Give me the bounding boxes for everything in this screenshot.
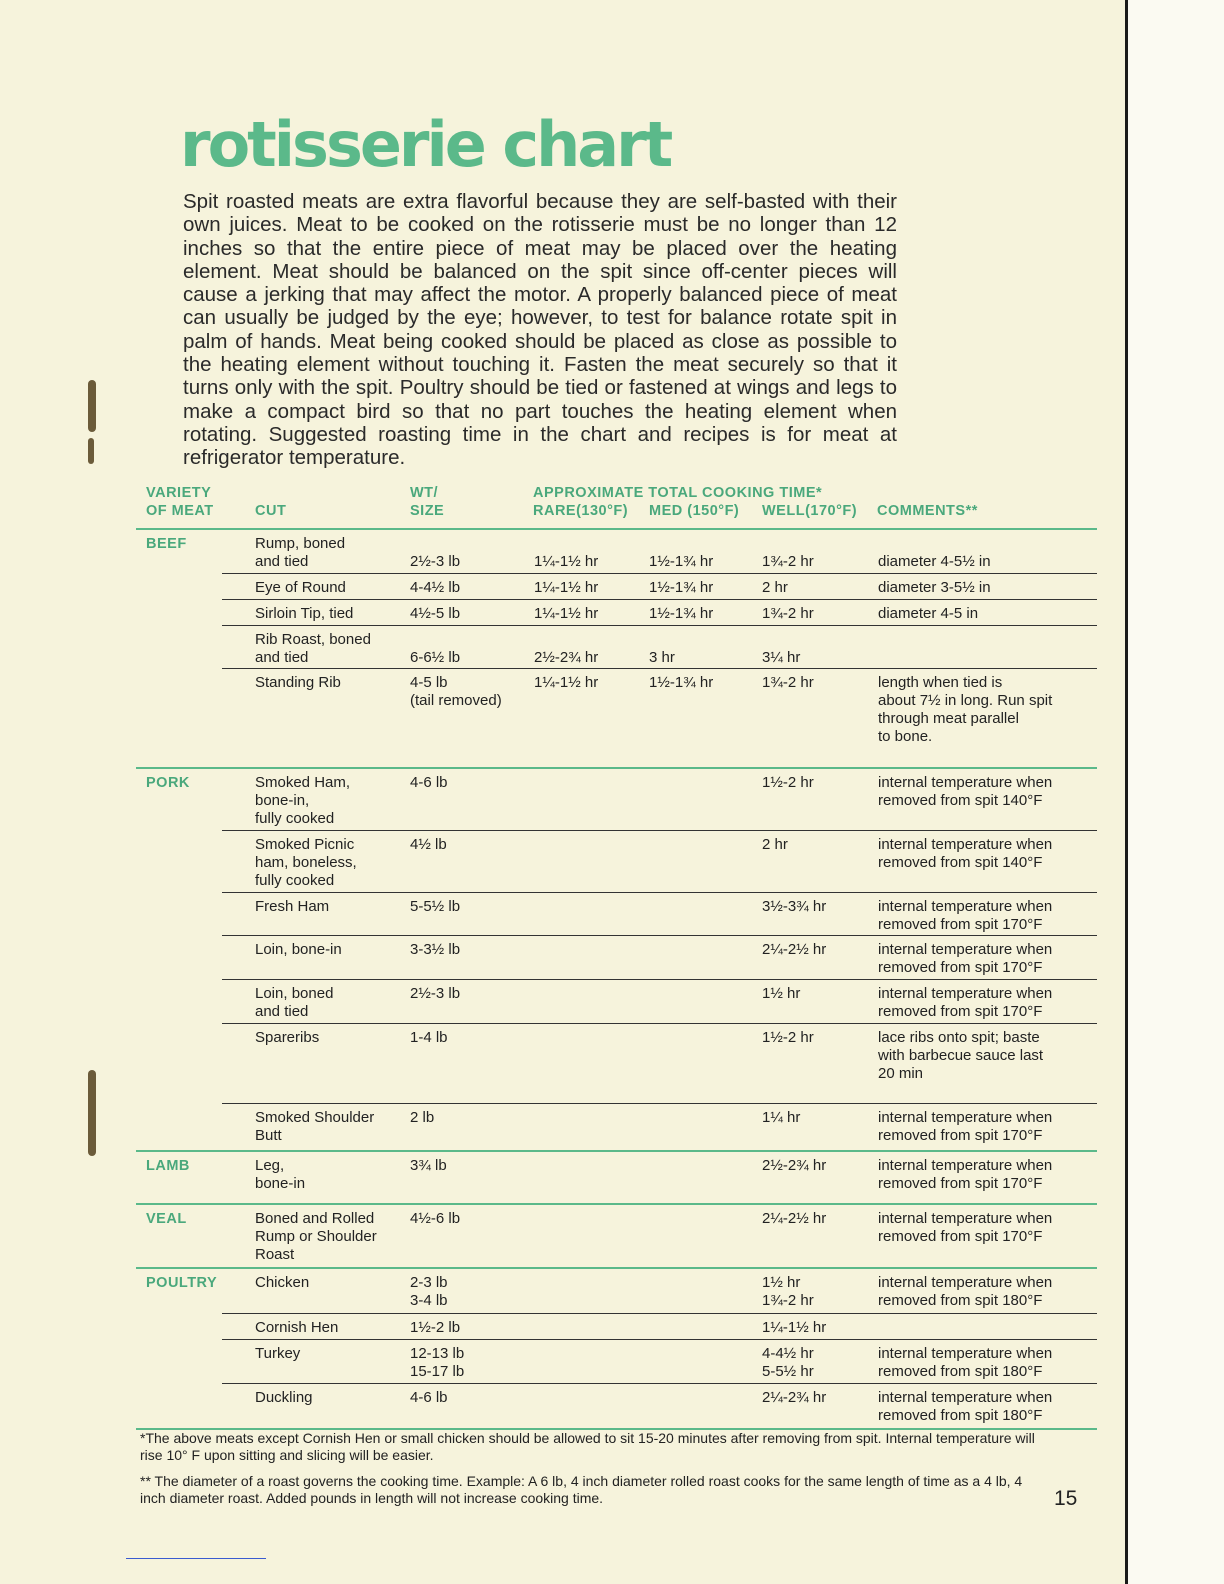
cell-well: 3¼ hr bbox=[762, 649, 801, 666]
cell-cut: Fresh Ham bbox=[255, 898, 330, 915]
table-row bbox=[222, 1314, 1097, 1340]
table-row bbox=[222, 831, 1097, 893]
header-variety: VARIETY OF MEAT bbox=[146, 485, 214, 519]
cell-size: 3-3½ lb bbox=[410, 941, 461, 958]
header-comments: COMMENTS** bbox=[877, 503, 978, 519]
binding-mark bbox=[88, 1070, 96, 1156]
cell-well: 2½-2¾ hr bbox=[762, 1157, 827, 1174]
group-name: PORK bbox=[146, 775, 190, 791]
header-med: MED (150°F) bbox=[649, 503, 740, 519]
cell-cut: Loin, bone-in bbox=[255, 941, 342, 958]
table-row bbox=[222, 669, 1097, 767]
cell-size: 12-13 lb 15-17 lb bbox=[410, 1345, 465, 1380]
cell-med: 3 hr bbox=[649, 649, 675, 666]
group-pork bbox=[136, 769, 1097, 1152]
cell-comments: diameter 3-5½ in bbox=[878, 579, 991, 596]
cell-well: 2¼-2½ hr bbox=[762, 1210, 827, 1227]
cell-rare: 2½-2¾ hr bbox=[534, 649, 599, 666]
cell-comments: lace ribs onto spit; baste with barbecue sauce last 20 min bbox=[878, 1029, 1044, 1082]
cell-cut: Eye of Round bbox=[255, 579, 346, 596]
cell-size: 1½-2 lb bbox=[410, 1319, 461, 1336]
cell-cut: Boned and Rolled Rump or Shoulder Roast bbox=[255, 1210, 377, 1263]
table-row bbox=[222, 936, 1097, 980]
cell-size: 4-4½ lb bbox=[410, 579, 461, 596]
cell-size: 2 lb bbox=[410, 1109, 435, 1126]
footnote-2: ** The diameter of a roast governs the cooking time. Example: A 6 lb, 4 inch diameter rolled roast cooks for the same length of time as a 4 lb, 4 inch diameter roast. Added pounds in length will not increase cooking time. bbox=[140, 1473, 1023, 1506]
cell-comments: internal temperature when removed from spit 170°F bbox=[878, 1210, 1053, 1245]
group-name: BEEF bbox=[146, 536, 187, 552]
cell-well: 2¼-2¾ hr bbox=[762, 1389, 827, 1406]
cell-comments: internal temperature when removed from spit 170°F bbox=[878, 941, 1053, 976]
cell-well: 3½-3¾ hr bbox=[762, 898, 827, 915]
cell-comments: internal temperature when removed from spit 140°F bbox=[878, 774, 1053, 809]
cell-cut: Smoked Shoulder Butt bbox=[255, 1109, 375, 1144]
cell-cut: Sirloin Tip, tied bbox=[255, 605, 354, 622]
header-rare: RARE(130°F) bbox=[533, 503, 629, 519]
cell-size: 3¾ lb bbox=[410, 1157, 447, 1174]
cell-size: 4½-5 lb bbox=[410, 605, 461, 622]
cell-rare: 1¼-1½ hr bbox=[534, 605, 599, 622]
table-row bbox=[222, 1384, 1097, 1428]
cell-cut: Duckling bbox=[255, 1389, 313, 1406]
divider bbox=[126, 1558, 266, 1559]
group-name: POULTRY bbox=[146, 1275, 218, 1291]
cell-rare: 1¼-1½ hr bbox=[534, 674, 599, 691]
cell-cut: Loin, boned and tied bbox=[255, 985, 334, 1020]
table-header bbox=[136, 482, 1097, 530]
cell-comments: internal temperature when removed from spit 180°F bbox=[878, 1345, 1053, 1380]
cell-well: 2 hr bbox=[762, 836, 788, 853]
cell-comments: internal temperature when removed from spit 140°F bbox=[878, 836, 1053, 871]
group-name: LAMB bbox=[146, 1158, 190, 1174]
cell-size: 4-6 lb bbox=[410, 1389, 448, 1406]
footnote-1: *The above meats except Cornish Hen or small chicken should be allowed to sit 15-20 minutes after removing from spit. Internal temperature will rise 10° F upon sitting and slicing will be easier. bbox=[140, 1430, 1035, 1463]
footnotes bbox=[140, 1430, 1040, 1516]
cell-comments: internal temperature when removed from spit 170°F bbox=[878, 898, 1053, 933]
cell-cut: Leg, bone-in bbox=[255, 1157, 306, 1192]
cell-cut: Rib Roast, boned and tied bbox=[255, 631, 371, 666]
cell-comments: internal temperature when removed from spit 180°F bbox=[878, 1274, 1053, 1309]
cell-comments: diameter 4-5½ in bbox=[878, 553, 991, 570]
facing-page-edge bbox=[1128, 0, 1224, 1584]
table-row bbox=[222, 626, 1097, 669]
table-row bbox=[222, 769, 1097, 831]
group-beef bbox=[136, 530, 1097, 769]
table-row bbox=[222, 1104, 1097, 1150]
cell-cut: Spareribs bbox=[255, 1029, 320, 1046]
cell-cut: Smoked Ham, bone-in, fully cooked bbox=[255, 774, 351, 827]
cell-cut: Chicken bbox=[255, 1274, 310, 1291]
cell-size: 2-3 lb 3-4 lb bbox=[410, 1274, 448, 1309]
table-row bbox=[222, 600, 1097, 626]
cell-comments: internal temperature when removed from spit 180°F bbox=[878, 1389, 1053, 1424]
cell-size: 2½-3 lb bbox=[410, 985, 461, 1002]
cell-cut: Turkey bbox=[255, 1345, 301, 1362]
intro-paragraph: Spit roasted meats are extra flavorful because they are self-basted with their own juices. Meat to be cooked on the rotisserie must be no longer than 12 inches so that the entire piece of meat may be placed over the heating element. Meat should be balanced on the spit since off-center pieces will cause a jerking that may affect the motor. A properly balanced piece of meat can usually be judged by the eye; however, to test for balance rotate spit in palm of hands. Meat being cooked should be placed as close as possible to the heating element without touching it. Fasten the meat securely so that it turns only with the spit. Poultry should be tied or fastened at wings and legs to make a compact bird so that no part touches the heating element when rotating. Suggested roasting time in the chart and recipes is for meat at refrigerator temperature. bbox=[183, 190, 897, 470]
cell-well: 1¼ hr bbox=[762, 1109, 801, 1126]
cell-size: 2½-3 lb bbox=[410, 553, 461, 570]
page-number: 15 bbox=[1054, 1487, 1078, 1510]
page-border bbox=[1125, 0, 1128, 1584]
cell-well: 1¾-2 hr bbox=[762, 605, 814, 622]
cell-well: 1¼-1½ hr bbox=[762, 1319, 827, 1336]
group-veal bbox=[136, 1205, 1097, 1269]
rotisserie-table bbox=[136, 482, 1097, 1430]
cell-med: 1½-1¾ hr bbox=[649, 605, 714, 622]
cell-well: 2¼-2½ hr bbox=[762, 941, 827, 958]
cell-cut: Cornish Hen bbox=[255, 1319, 339, 1336]
table-row bbox=[222, 574, 1097, 600]
cell-well: 1½-2 hr bbox=[762, 1029, 814, 1046]
header-time: APPROXIMATE TOTAL COOKING TIME* bbox=[533, 485, 823, 501]
table-row bbox=[222, 1152, 1097, 1203]
table-row bbox=[222, 893, 1097, 936]
cell-size: 4-6 lb bbox=[410, 774, 448, 791]
cell-med: 1½-1¾ hr bbox=[649, 553, 714, 570]
cell-med: 1½-1¾ hr bbox=[649, 579, 714, 596]
table-row bbox=[222, 530, 1097, 574]
table-row bbox=[222, 980, 1097, 1024]
cell-well: 2 hr bbox=[762, 579, 788, 596]
table-body bbox=[136, 530, 1097, 1430]
cell-med: 1½-1¾ hr bbox=[649, 674, 714, 691]
cell-well: 1½ hr bbox=[762, 985, 801, 1002]
cell-well: 1¾-2 hr bbox=[762, 674, 814, 691]
group-name: VEAL bbox=[146, 1211, 187, 1227]
cell-well: 4-4½ hr 5-5½ hr bbox=[762, 1345, 814, 1380]
cell-rare: 1¼-1½ hr bbox=[534, 579, 599, 596]
cell-well: 1½-2 hr bbox=[762, 774, 814, 791]
cell-size: 5-5½ lb bbox=[410, 898, 461, 915]
cell-size: 4½ lb bbox=[410, 836, 447, 853]
table-row bbox=[222, 1024, 1097, 1104]
header-size: WT/ SIZE bbox=[410, 485, 445, 519]
cell-comments: internal temperature when removed from spit 170°F bbox=[878, 1109, 1053, 1144]
page-title: rotisserie chart bbox=[180, 108, 671, 181]
header-cut: CUT bbox=[255, 503, 287, 519]
cell-cut: Rump, boned and tied bbox=[255, 535, 346, 570]
cell-size: 4½-6 lb bbox=[410, 1210, 461, 1227]
header-well: WELL(170°F) bbox=[762, 503, 858, 519]
table-row bbox=[222, 1340, 1097, 1384]
binding-mark bbox=[88, 438, 94, 464]
group-lamb bbox=[136, 1152, 1097, 1205]
cell-comments: diameter 4-5 in bbox=[878, 605, 979, 622]
cell-rare: 1¼-1½ hr bbox=[534, 553, 599, 570]
cell-size: 6-6½ lb bbox=[410, 649, 461, 666]
cell-comments: length when tied is about 7½ in long. Run spit through meat parallel to bone. bbox=[878, 674, 1053, 745]
cell-well: 1¾-2 hr bbox=[762, 553, 814, 570]
table-row bbox=[222, 1269, 1097, 1314]
cell-well: 1½ hr 1¾-2 hr bbox=[762, 1274, 814, 1309]
cell-size: 4-5 lb (tail removed) bbox=[410, 674, 502, 709]
cell-cut: Smoked Picnic ham, boneless, fully cooked bbox=[255, 836, 357, 889]
cell-comments: internal temperature when removed from spit 170°F bbox=[878, 985, 1053, 1020]
binding-mark bbox=[88, 380, 96, 432]
group-poultry bbox=[136, 1269, 1097, 1430]
cell-comments: internal temperature when removed from spit 170°F bbox=[878, 1157, 1053, 1192]
cell-cut: Standing Rib bbox=[255, 674, 341, 691]
table-row bbox=[222, 1205, 1097, 1267]
cell-size: 1-4 lb bbox=[410, 1029, 448, 1046]
